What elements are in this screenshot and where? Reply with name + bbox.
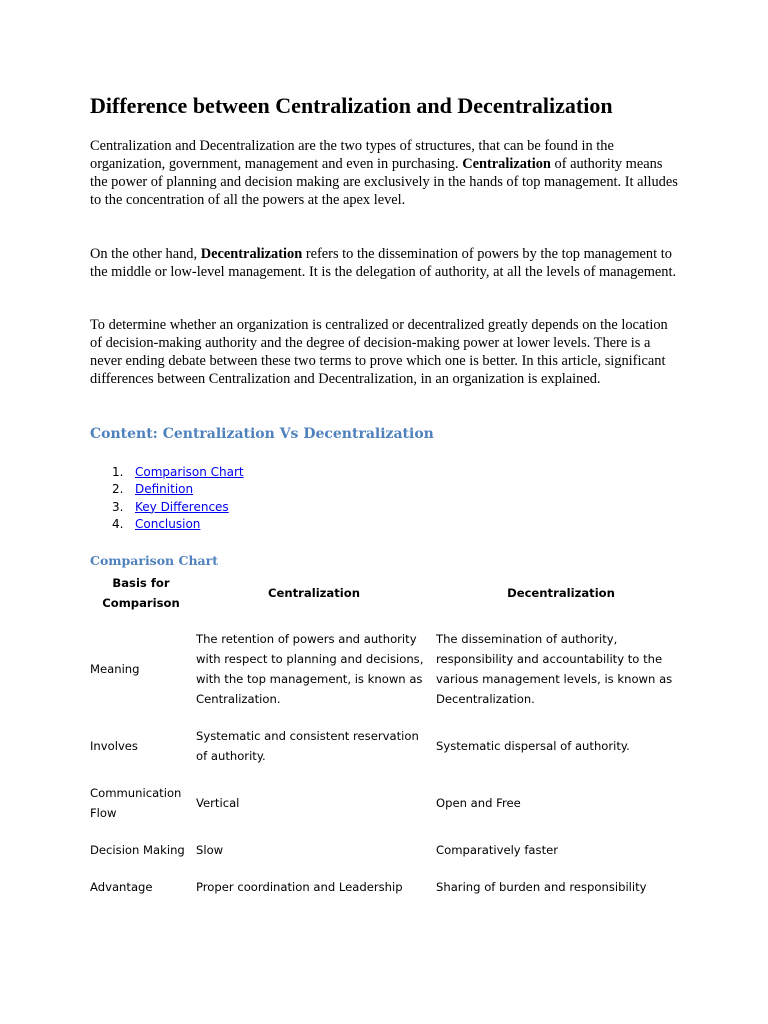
- intro-p1-text-a: Centralization and Decentralization are the two types of structures, that can be found in the organization, government, management and even in purchasing.: [90, 138, 614, 172]
- decentralization-cell: Systematic dispersal of authority.: [436, 739, 630, 753]
- toc-number: 1.: [112, 465, 124, 479]
- page-title: Difference between Centralization and Decentralization: [90, 93, 613, 118]
- intro-p2-text-a: On the other hand,: [90, 246, 201, 262]
- toc-item: [90, 499, 244, 516]
- row-label: Decision Making: [90, 843, 185, 857]
- intro-p1-bold: Centralization: [462, 156, 551, 172]
- toc-item: [90, 516, 244, 533]
- toc-item: [90, 481, 244, 498]
- decentralization-cell: Comparatively faster: [436, 843, 559, 857]
- decentralization-cell: The dissemination of authority, responsibility and accountability to the various management levels, is known as Decentralization.: [436, 632, 673, 706]
- comparison-chart-heading: Comparison Chart: [90, 553, 218, 568]
- intro-paragraph-1: [90, 137, 682, 209]
- header-centralization: Centralization: [268, 586, 360, 600]
- centralization-cell: The retention of powers and authority with respect to planning and decisions, with the top management, is known as Centralization.: [196, 632, 424, 706]
- toc-link-definition[interactable]: Definition: [135, 482, 194, 497]
- decentralization-cell: Open and Free: [436, 796, 521, 810]
- row-label: Meaning: [90, 662, 140, 676]
- toc-number: 3.: [112, 499, 124, 514]
- intro-paragraph-3: To determine whether an organization is centralized or decentralized greatly depends on the location of decision-making authority and the degree of decision-making power at lower levels. There is a never ending debate between these two terms to prove which one is better. In this article, significant differences between Centralization and Decentralization, in an organization is explained.: [90, 317, 668, 387]
- content-heading: Content: Centralization Vs Decentralization: [90, 426, 434, 442]
- table-header-row: [90, 572, 690, 614]
- centralization-cell: Slow: [196, 843, 224, 857]
- centralization-cell: Vertical: [196, 796, 240, 810]
- intro-p2-bold: Decentralization: [200, 246, 303, 262]
- row-label: Advantage: [90, 880, 153, 894]
- row-label: Communication Flow: [90, 786, 182, 820]
- toc-number: 2.: [112, 482, 124, 497]
- toc-link-conclusion[interactable]: Conclusion: [135, 516, 201, 531]
- decentralization-cell: Sharing of burden and responsibility: [436, 880, 647, 894]
- row-label: Involves: [90, 739, 138, 753]
- table-row: [90, 628, 690, 710]
- header-basis: Basis for Comparison: [102, 576, 180, 610]
- toc-item: [90, 464, 244, 481]
- table-row: [90, 876, 690, 898]
- intro-p2-text-c: refers to the dissemination of powers by the top management to the middle or low-level management. It is the delegation of authority, at all the levels of management.: [90, 246, 677, 280]
- toc-link-key-differences[interactable]: Key Differences: [135, 499, 229, 514]
- table-of-contents: [90, 464, 244, 533]
- header-decentralization: Decentralization: [507, 586, 615, 600]
- intro-paragraph-2: [90, 245, 682, 281]
- intro-p1-text-c: of authority means the power of planning and decision making are exclusively in the hands of top management. It alludes to the concentration of all the powers at the apex level.: [90, 156, 678, 208]
- table-row: [90, 839, 690, 861]
- toc-link-comparison-chart[interactable]: Comparison Chart: [135, 465, 244, 479]
- table-row: [90, 782, 690, 824]
- centralization-cell: Proper coordination and Leadership: [196, 880, 403, 894]
- toc-number: 4.: [112, 516, 124, 531]
- table-row: [90, 725, 690, 767]
- centralization-cell: Systematic and consistent reservation of authority.: [196, 729, 419, 763]
